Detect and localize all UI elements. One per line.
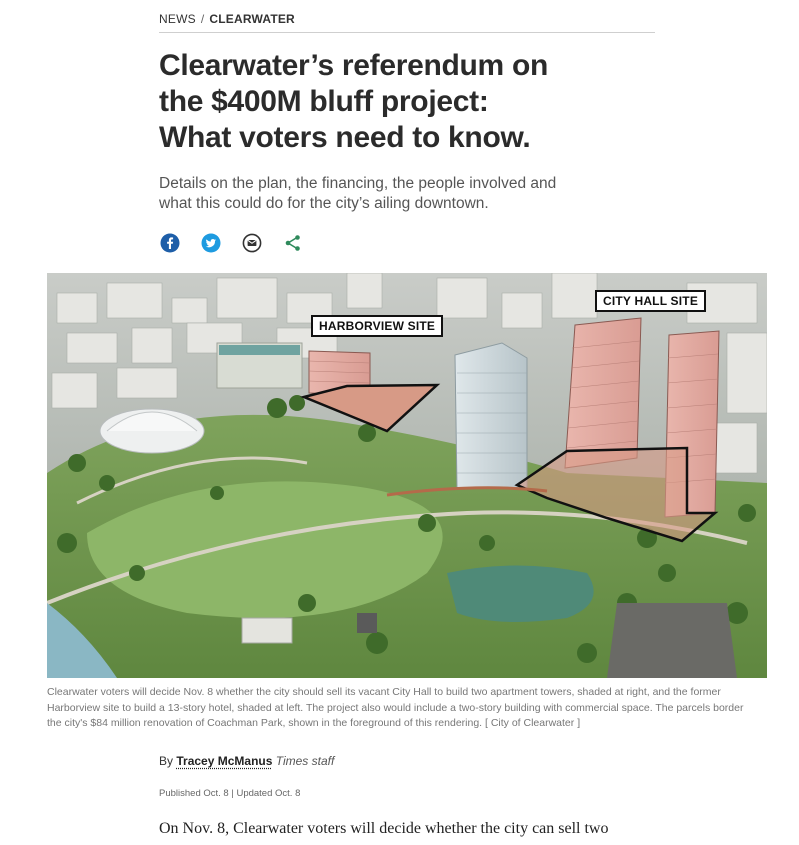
share-button[interactable] (282, 232, 304, 254)
facebook-icon (160, 233, 180, 253)
twitter-icon (201, 233, 221, 253)
facebook-share-button[interactable] (159, 232, 181, 254)
breadcrumb-separator: / (200, 12, 205, 26)
author-organization: Times staff (275, 754, 335, 768)
breadcrumb-news-link[interactable]: NEWS (159, 12, 196, 26)
photo-caption: Clearwater voters will decide Nov. 8 whether the city should sell its vacant City Hall to build two apartment towers, shaded at right, and the former Harborview site to build a 13-story hotel, shaded at left. The project also would include a two-story building with commercial space. The parcels border the city's $84 million renovation of Coachman Park, shown in the foreground of this rendering. [ City of Clearwater ] (47, 686, 744, 729)
article-headline: Clearwater’s referendum on the $400M bluff project: What voters need to know. (159, 49, 548, 154)
publish-dates: Published Oct. 8 | Updated Oct. 8 (159, 788, 301, 799)
breadcrumb-section-link[interactable]: CLEARWATER (209, 12, 295, 26)
article-lede: On Nov. 8, Clearwater voters will decide whether the city can sell two (159, 820, 609, 837)
share-icon (283, 233, 303, 253)
byline-prefix: By (159, 754, 174, 768)
city-hall-site-label: CITY HALL SITE (595, 290, 706, 312)
article-dek: Details on the plan, the financing, the people involved and what this could do for the city’s ailing downtown. (159, 175, 557, 212)
article-photo-rendering[interactable] (47, 273, 767, 678)
harborview-site-label: HARBORVIEW SITE (311, 315, 443, 337)
email-icon (242, 233, 262, 253)
breadcrumb (159, 12, 655, 33)
author-link[interactable]: Tracey McManus (176, 754, 273, 768)
twitter-share-button[interactable] (200, 232, 222, 254)
share-bar (159, 232, 655, 254)
byline (159, 754, 655, 768)
email-share-button[interactable] (241, 232, 263, 254)
